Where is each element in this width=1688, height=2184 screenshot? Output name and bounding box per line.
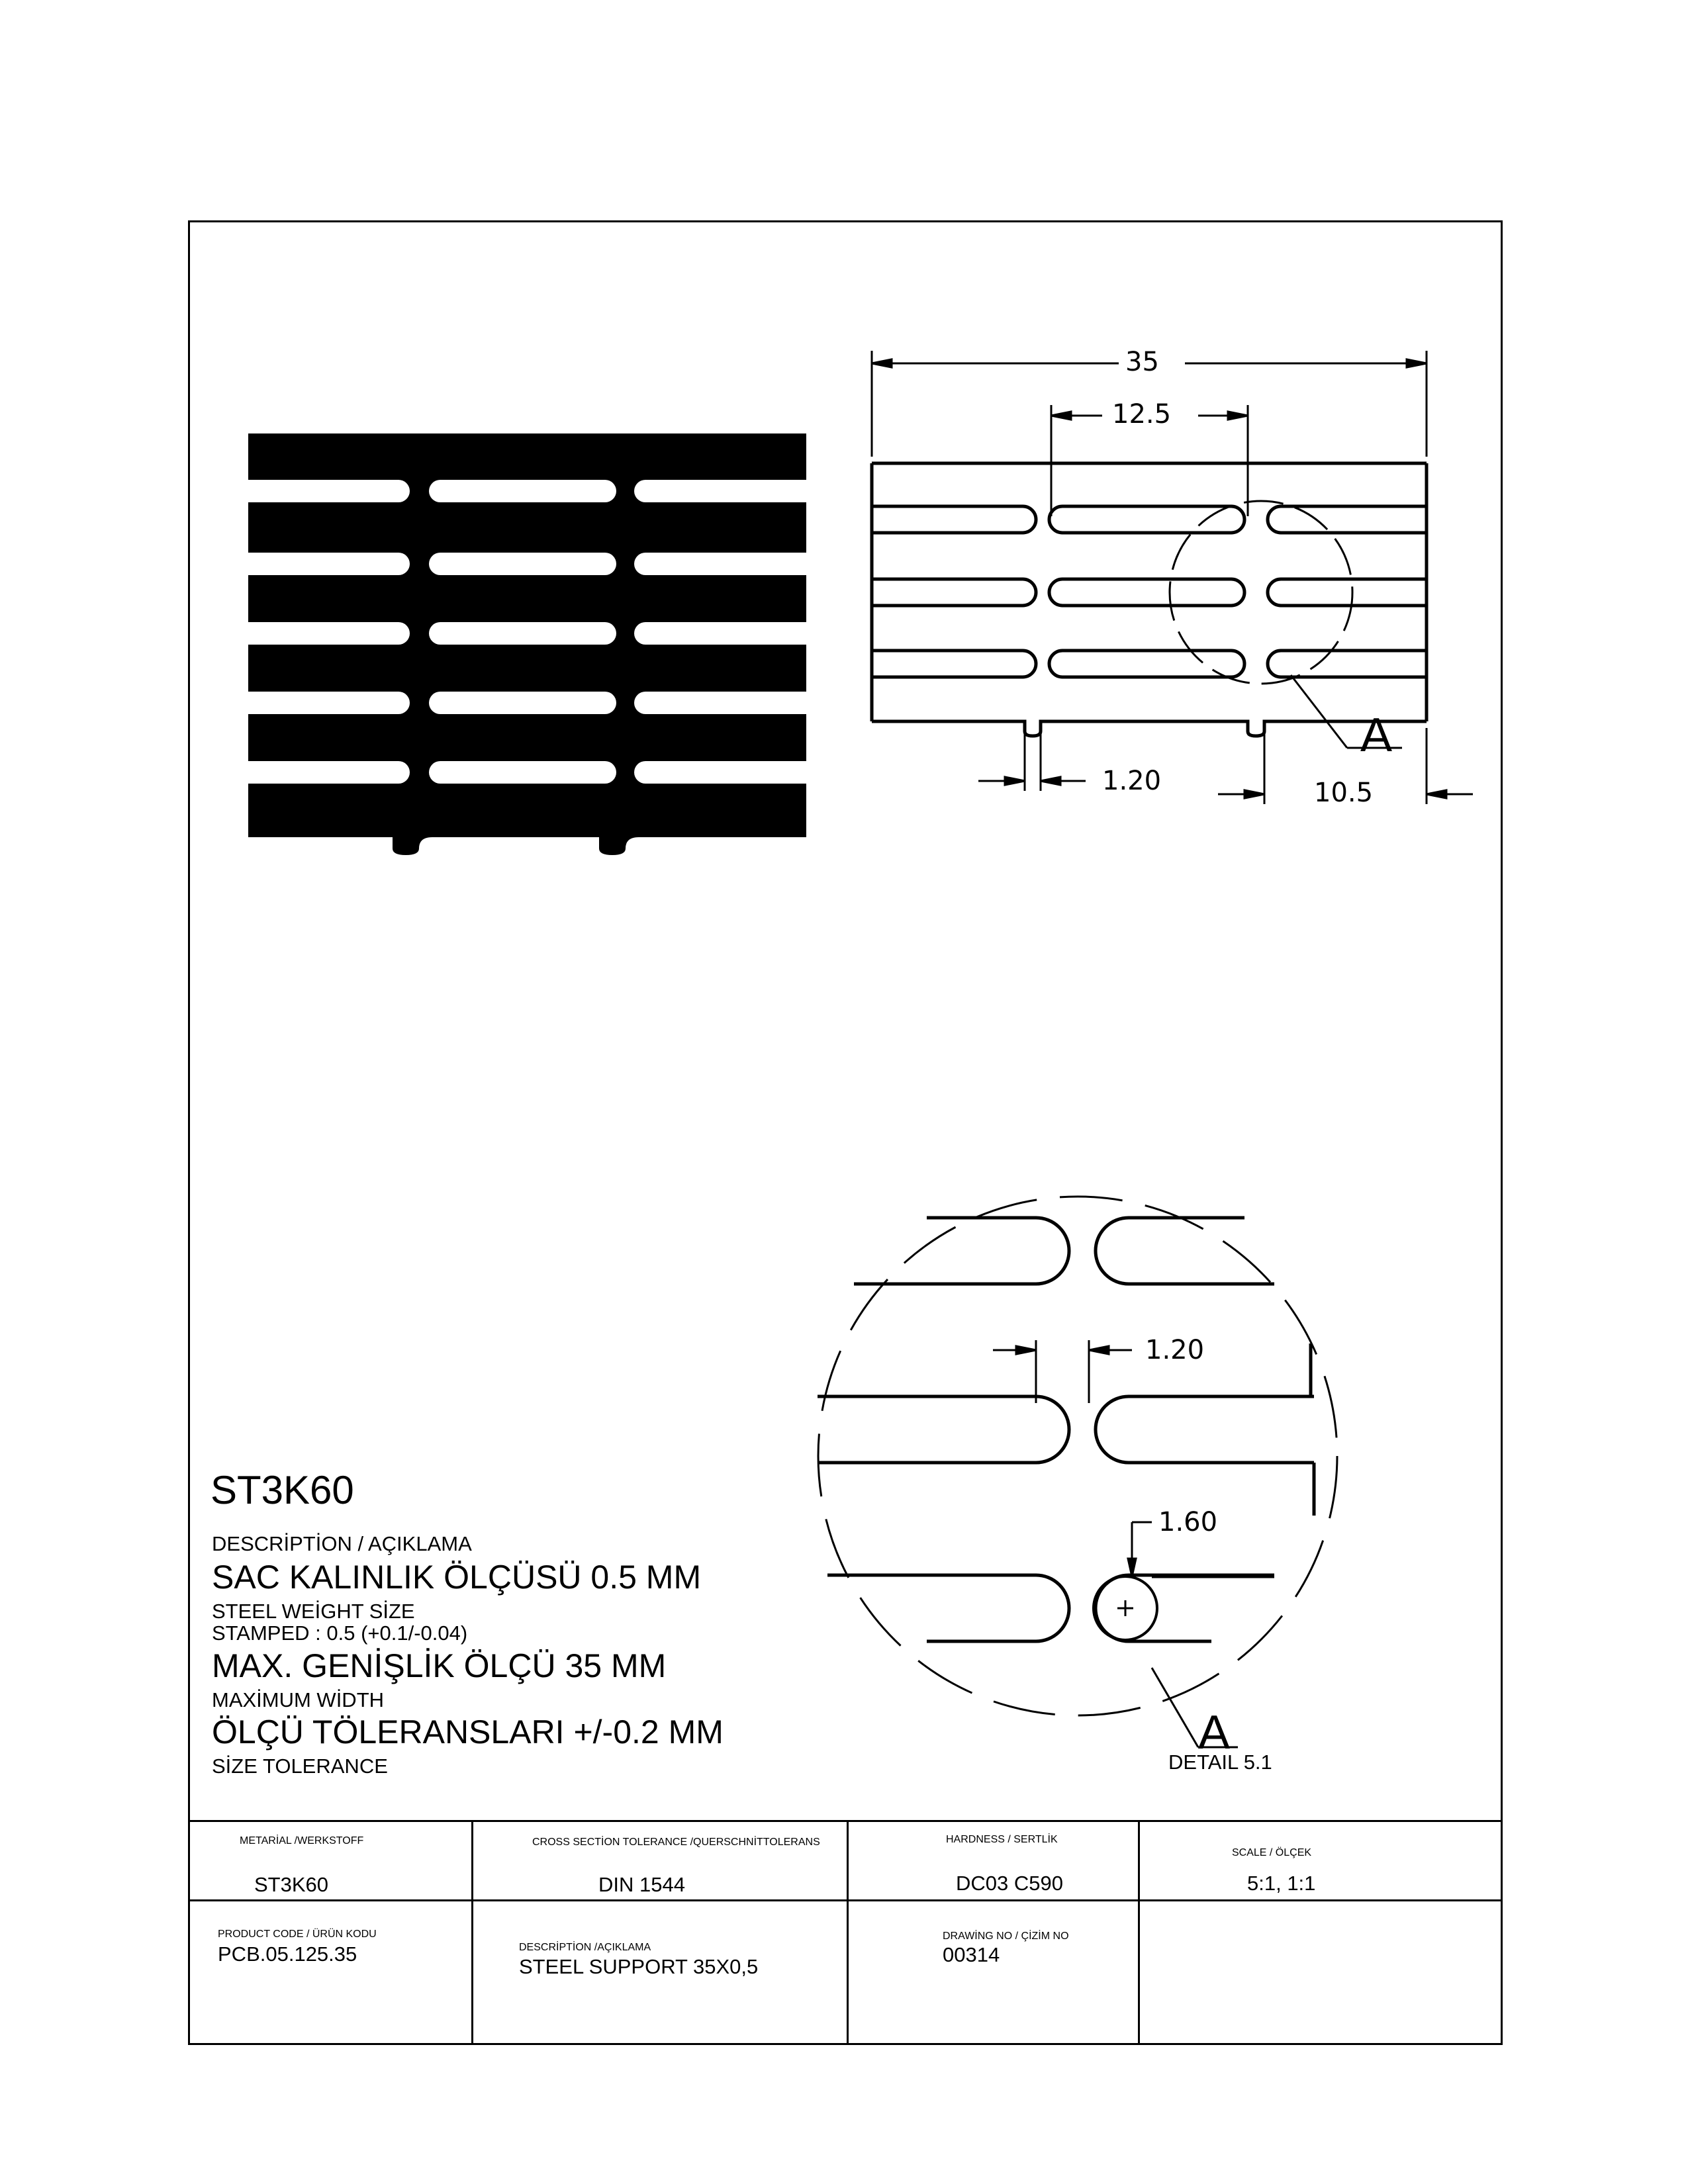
cross-section-label: CROSS SECTİON TOLERANCE /QUERSCHNİTTOLERANS bbox=[532, 1837, 820, 1848]
title-block-col-rule-2 bbox=[847, 1820, 849, 2045]
detail-label: DETAIL 5.1 bbox=[1168, 1751, 1272, 1774]
detail-view bbox=[818, 1197, 1337, 1715]
drawing-no-label: DRAWİNG NO / ÇİZİM NO bbox=[943, 1931, 1069, 1942]
detail-bridge-dim: 1.20 bbox=[1145, 1335, 1205, 1365]
part-body bbox=[248, 433, 806, 855]
spec-description-label: DESCRİPTİON / AÇIKLAMA bbox=[212, 1532, 472, 1555]
slot-row-3 bbox=[872, 651, 1427, 677]
description-value: STEEL SUPPORT 35X0,5 bbox=[519, 1955, 759, 1978]
title-block-top-rule bbox=[188, 1820, 1503, 1822]
slot-row-1 bbox=[872, 506, 1427, 533]
dim-bridge-width: 1.20 bbox=[1102, 766, 1162, 796]
slot-row-2 bbox=[872, 579, 1427, 606]
title-block-col-rule-3 bbox=[1138, 1820, 1140, 2045]
spec-stamped: STAMPED : 0.5 (+0.1/-0.04) bbox=[212, 1621, 468, 1645]
material-value: ST3K60 bbox=[254, 1873, 329, 1896]
scale-label: SCALE / ÖLÇEK bbox=[1232, 1847, 1312, 1858]
hardness-value: DC03 C590 bbox=[956, 1872, 1063, 1895]
detail-circle-marker bbox=[1170, 501, 1352, 684]
detail-dimensions bbox=[993, 1340, 1238, 1747]
title-block-col-rule-1 bbox=[471, 1820, 473, 2045]
dim-slot-length: 12.5 bbox=[1112, 399, 1172, 430]
drawing-no-value: 00314 bbox=[943, 1943, 1000, 1966]
detail-marker: A bbox=[1198, 1706, 1231, 1759]
spec-width-sub: MAXİMUM WİDTH bbox=[212, 1688, 385, 1711]
part-outline-view bbox=[872, 463, 1427, 748]
title-block-mid-rule bbox=[188, 1899, 1503, 1901]
spec-thickness: SAC KALINLIK ÖLÇÜSÜ 0.5 MM bbox=[212, 1559, 702, 1596]
detail-radius-dim: 1.60 bbox=[1158, 1507, 1218, 1537]
spec-width: MAX. GENİŞLİK ÖLÇÜ 35 MM bbox=[212, 1647, 667, 1684]
product-code-value: PCB.05.125.35 bbox=[218, 1942, 357, 1966]
scale-value: 5:1, 1:1 bbox=[1247, 1872, 1316, 1895]
material-label: METARİAL /WERKSTOFF bbox=[240, 1835, 364, 1846]
spec-tolerance-sub: SİZE TOLERANCE bbox=[212, 1754, 388, 1778]
view-marker: A bbox=[1360, 709, 1393, 762]
dim-edge-length: 10.5 bbox=[1314, 778, 1374, 808]
spec-thickness-sub: STEEL WEİGHT SİZE bbox=[212, 1600, 415, 1623]
part-title: ST3K60 bbox=[211, 1468, 354, 1512]
detail-circle bbox=[818, 1197, 1337, 1715]
dim-overall-width: 35 bbox=[1125, 347, 1159, 377]
description-label: DESCRİPTİON /AÇIKLAMA bbox=[519, 1942, 651, 1953]
cross-section-value: DIN 1544 bbox=[598, 1873, 685, 1896]
part-silhouette bbox=[248, 433, 806, 855]
product-code-label: PRODUCT CODE / ÜRÜN KODU bbox=[218, 1929, 377, 1940]
hardness-label: HARDNESS / SERTLİK bbox=[946, 1834, 1058, 1845]
title-block bbox=[188, 1820, 1503, 2045]
spec-tolerance: ÖLÇÜ TÖLERANSLARI +/-0.2 MM bbox=[212, 1713, 724, 1751]
